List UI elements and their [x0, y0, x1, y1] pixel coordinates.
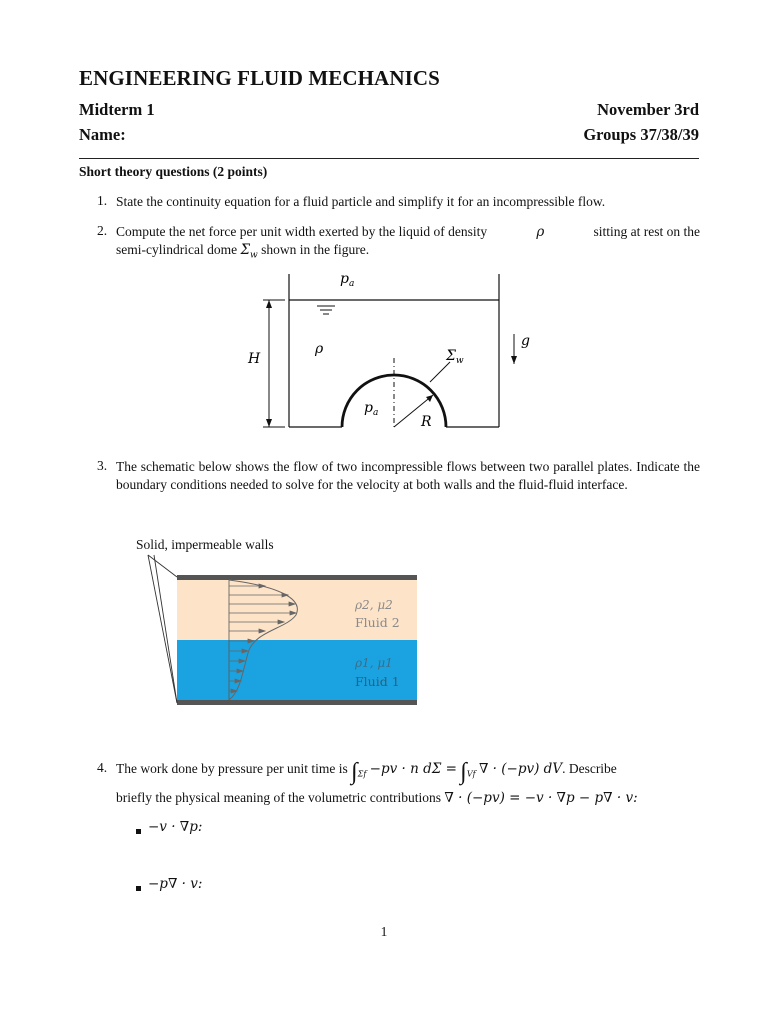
- fluid-1-label: Fluid 1: [355, 674, 400, 689]
- two-fluid-flow-figure: [136, 553, 426, 713]
- exam-date: November 3rd: [597, 100, 699, 119]
- question-4-line-2: briefly the physical meaning of the volumetric contributions ∇ · (−pv) = −v · ∇p − p∇ · v:: [116, 790, 638, 806]
- top-wall: [177, 575, 417, 580]
- fluid-1-properties: ρ1, μ1: [355, 656, 393, 670]
- fluid-2-properties: ρ2, μ2: [355, 598, 393, 612]
- name-label: Name:: [79, 125, 126, 144]
- section-title: Short theory questions (2 points): [79, 164, 268, 179]
- label-pa-inside: $p_a$: [364, 400, 379, 418]
- bottom-wall: [177, 700, 417, 705]
- document-title: ENGINEERING FLUID MECHANICS: [79, 66, 440, 90]
- question-3-text: The schematic below shows the flow of two incompressible flows between two parallel plates. Indicate the boundary conditions needed to solve for the velocity at both walls and the fluid-fluid interface.: [116, 459, 700, 492]
- walls-label: Solid, impermeable walls: [136, 537, 274, 552]
- question-3-number: 3.: [97, 458, 108, 473]
- label-g: g: [521, 333, 530, 349]
- fluid-2-label: Fluid 2: [355, 615, 400, 630]
- dome-tank-figure: [240, 262, 550, 434]
- label-pa-top: $p_a$: [340, 271, 355, 289]
- question-2-number: 2.: [97, 223, 108, 238]
- label-sigma-w: $\Sigma_w$: [446, 348, 464, 366]
- bullet-2-label: −p∇ · v:: [148, 876, 203, 892]
- header-rule: [79, 158, 699, 159]
- page-number: 1: [380, 924, 388, 939]
- groups-label: Groups 37/38/39: [583, 125, 699, 144]
- question-4-number: 4.: [97, 760, 108, 775]
- bullet-1-label: −v · ∇p:: [148, 819, 203, 835]
- question-1-text: State the continuity equation for a fluid particle and simplify it for an incompressible flow.: [116, 194, 606, 209]
- question-1-number: 1.: [97, 193, 108, 208]
- label-rho: ρ: [315, 341, 324, 357]
- bullet-marker: [136, 829, 141, 834]
- label-H: H: [248, 351, 261, 367]
- fluid-1-region: [177, 640, 417, 702]
- question-2-text: Compute the net force per unit width exerted by the liquid of density ρ sitting at rest on the semi-cylindrical dome $\Sigma_w$ shown in the figure.: [116, 224, 700, 261]
- question-4-line-1: The work done by pressure per unit time is $\int_{\Sigma f} -pv \cdot n$ $d\Sigma = \int_{Vf}$ ∇ · (−pv) dV. Describe: [116, 759, 617, 785]
- bullet-marker: [136, 886, 141, 891]
- midterm-label: Midterm 1: [79, 100, 155, 119]
- label-R: R: [421, 414, 432, 430]
